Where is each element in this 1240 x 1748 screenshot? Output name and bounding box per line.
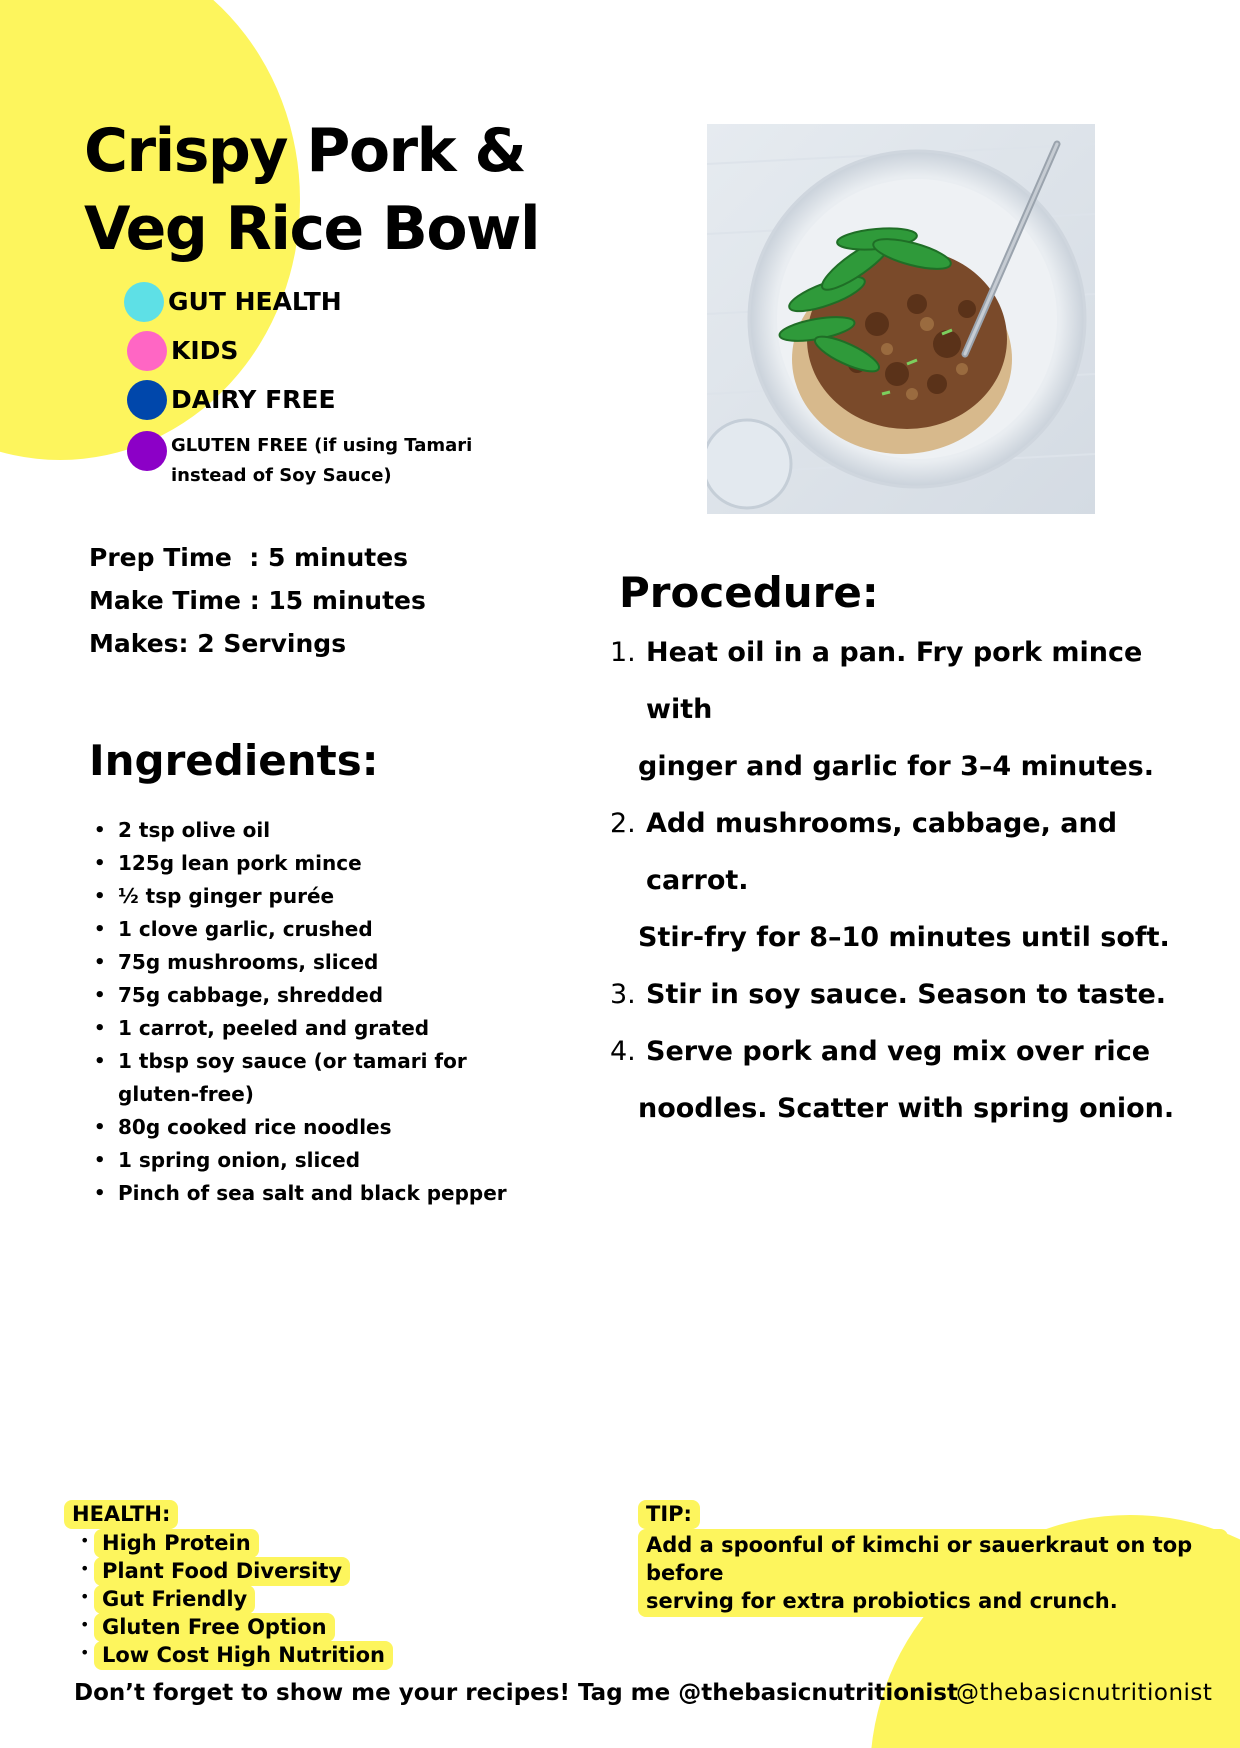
- procedure-step: [610, 1023, 1210, 1137]
- list-item: • 2 tsp olive oil: [90, 814, 510, 847]
- tip-line: Add a spoonful of kimchi or sauerkraut on top before: [646, 1533, 1193, 1585]
- list-item: • 75g mushrooms, sliced: [90, 946, 510, 979]
- step-number: 2.: [610, 808, 636, 839]
- step-text: [638, 624, 1210, 795]
- ingredients-heading: Ingredients:: [89, 736, 379, 785]
- health-item-label: Gut Friendly: [94, 1585, 255, 1614]
- list-item: • 1 carrot, peeled and grated: [90, 1012, 510, 1045]
- footer-cta: Don’t forget to show me your recipes! Tag me @thebasicnutritionist: [74, 1680, 958, 1706]
- step-text: [646, 966, 1210, 1023]
- recipe-title-line2: Veg Rice Bowl: [84, 194, 540, 264]
- list-item: [64, 1529, 393, 1557]
- tag-kids-label: KIDS: [171, 336, 239, 365]
- tag-gluten-free-line2: instead of Soy Sauce): [171, 465, 392, 486]
- health-list: [64, 1529, 393, 1669]
- tag-kids: [127, 331, 238, 371]
- list-item: • 1 tbsp soy sauce (or tamari for gluten-free): [90, 1045, 510, 1111]
- list-item: [64, 1613, 393, 1641]
- step-number: 1.: [610, 637, 636, 668]
- tip-text: [638, 1529, 1228, 1617]
- kids-dot-icon: [127, 331, 167, 371]
- step-number: 4.: [610, 1036, 636, 1067]
- recipe-times: [89, 536, 426, 665]
- tag-dairy-free-label: DAIRY FREE: [171, 385, 336, 414]
- health-box: [64, 1500, 393, 1669]
- list-item: [64, 1557, 393, 1585]
- procedure-list: [610, 624, 1210, 1137]
- procedure-step: [610, 624, 1210, 795]
- rice-bowl-photo-icon: [707, 124, 1095, 514]
- servings: Makes: 2 Servings: [89, 629, 347, 658]
- recipe-title: [84, 112, 539, 268]
- tip-line: serving for extra probiotics and crunch.: [646, 1589, 1118, 1613]
- tag-gluten-free-line1: GLUTEN FREE (if using Tamari: [171, 435, 473, 456]
- gluten-free-dot-icon: [127, 431, 167, 471]
- step-line: Serve pork and veg mix over rice: [646, 1036, 1151, 1067]
- health-item-label: Low Cost High Nutrition: [94, 1641, 393, 1670]
- step-line: Stir-fry for 8–10 minutes until soft.: [638, 922, 1170, 953]
- step-line: Heat oil in a pan. Fry pork mince with: [646, 637, 1143, 725]
- tip-heading: TIP:: [638, 1500, 700, 1529]
- tag-dairy-free: [127, 380, 336, 420]
- health-heading: HEALTH:: [64, 1500, 178, 1529]
- tag-gut-health-label: GUT HEALTH: [168, 287, 342, 316]
- list-item: • 1 spring onion, sliced: [90, 1144, 510, 1177]
- tag-gluten-free-label: [171, 431, 472, 491]
- list-item: • 80g cooked rice noodles: [90, 1111, 510, 1144]
- step-text: [638, 1023, 1210, 1137]
- step-number: 3.: [610, 979, 636, 1010]
- recipe-title-line1: Crispy Pork &: [84, 116, 526, 186]
- gut-health-dot-icon: [124, 282, 164, 322]
- list-item: • 1 clove garlic, crushed: [90, 913, 510, 946]
- health-item-label: Plant Food Diversity: [94, 1557, 350, 1586]
- step-line: noodles. Scatter with spring onion.: [638, 1093, 1175, 1124]
- step-line: ginger and garlic for 3–4 minutes.: [638, 751, 1154, 782]
- recipe-photo: [707, 124, 1095, 514]
- procedure-step: [610, 966, 1210, 1023]
- list-item: • ½ tsp ginger purée: [90, 880, 510, 913]
- prep-time: Prep Time : 5 minutes: [89, 543, 409, 572]
- list-item: [64, 1641, 393, 1669]
- tip-box: [638, 1500, 1228, 1617]
- health-item-label: High Protein: [94, 1529, 259, 1558]
- tag-gut-health: [124, 282, 342, 322]
- dairy-free-dot-icon: [127, 380, 167, 420]
- ingredients-list: [90, 814, 510, 1210]
- step-line: Add mushrooms, cabbage, and carrot.: [646, 808, 1118, 896]
- procedure-heading: Procedure:: [619, 568, 879, 617]
- list-item: [64, 1585, 393, 1613]
- social-handle: @thebasicnutritionist: [956, 1680, 1213, 1706]
- list-item: • 75g cabbage, shredded: [90, 979, 510, 1012]
- step-line: Stir in soy sauce. Season to taste.: [646, 979, 1167, 1010]
- step-text: [638, 795, 1210, 966]
- procedure-step: [610, 795, 1210, 966]
- make-time: Make Time : 15 minutes: [89, 586, 426, 615]
- list-item: • Pinch of sea salt and black pepper: [90, 1177, 510, 1210]
- tag-gluten-free: [127, 431, 472, 491]
- health-item-label: Gluten Free Option: [94, 1613, 335, 1642]
- list-item: • 125g lean pork mince: [90, 847, 510, 880]
